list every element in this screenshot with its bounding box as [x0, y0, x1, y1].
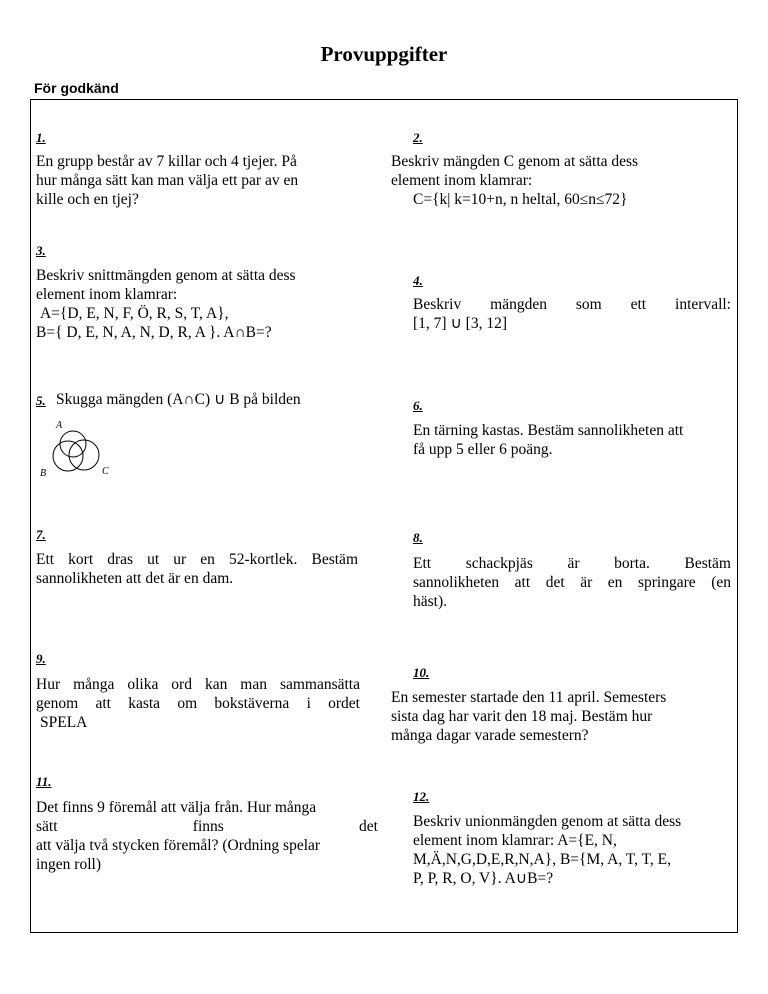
problem-9-text: Hur många olika ord kan man sammansätta genom att kasta om bokstäverna i ordet SPELA [36, 676, 360, 731]
venn-label-b: B [40, 468, 47, 479]
problem-11-number: 11. [36, 774, 52, 789]
problem-2-number: 2. [413, 130, 423, 145]
problem-1-number: 1. [36, 130, 46, 145]
venn-label-c: C [102, 466, 109, 477]
problem-1-text: En grupp består av 7 killar och 4 tjejer. På hur många sätt kan man välja ett par av en kille och en tjej? [36, 153, 299, 208]
problem-5-number: 5. [36, 393, 46, 408]
problem-10-number: 10. [413, 665, 430, 680]
problem-4-number: 4. [413, 273, 423, 288]
problem-4-text: Beskriv mängden som ett intervall: [1, 7] ∪ [3, 12] [413, 296, 731, 332]
problem-9-number: 9. [36, 651, 46, 666]
problem-12-number: 12. [413, 789, 430, 804]
problem-12-text: Beskriv unionmängden genom at sätta dess element inom klamrar: A={E, N, M,Ä,N,G,D,E,R,N,A}, B={M, A, T, T, E, P, P, R, O, V}. A∪B=? [413, 813, 682, 887]
problem-2-text: Beskriv mängden C genom at sätta dess element inom klamrar: C={k| k=10+n, n heltal, 60≤n≤72} [391, 153, 639, 208]
problem-8-text: Ett schackpjäs är borta. Bestäm sannolikheten att det är en springare (en häst). [413, 555, 731, 610]
problem-3-number: 3. [36, 243, 46, 258]
problem-8-number: 8. [413, 530, 423, 545]
problem-7-text: Ett kort dras ut ur en 52-kortlek. Bestäm sannolikheten att det är en dam. [36, 551, 358, 587]
section-heading: För godkänd [34, 80, 119, 96]
problem-10-text: En semester startade den 11 april. Semesters sista dag har varit den 18 maj. Bestäm hur många dagar varade semestern? [391, 689, 667, 744]
problem-5-text: Skugga mängden (A∩C) ∪ B på bilden [56, 391, 301, 408]
problem-3-text: Beskriv snittmängden genom at sätta dess element inom klamrar: A={D, E, N, F, Ö, R, S, T, A}, B={ D, E, N, A, N, D, R, A }. A∩B=? [36, 267, 296, 341]
problem-7-number: 7. [36, 527, 46, 542]
venn-diagram [36, 415, 120, 483]
problem-6-number: 6. [413, 398, 423, 413]
page-title: Provuppgifter [320, 42, 448, 66]
venn-label-a: A [56, 420, 63, 431]
problem-11-text: Det finns 9 föremål att välja från. Hur många sätt finns det att välja två stycken föremål? (Ordning spelar ingen roll) [36, 799, 378, 873]
problem-6-text: En tärning kastas. Bestäm sannolikheten att få upp 5 eller 6 poäng. [413, 422, 684, 458]
